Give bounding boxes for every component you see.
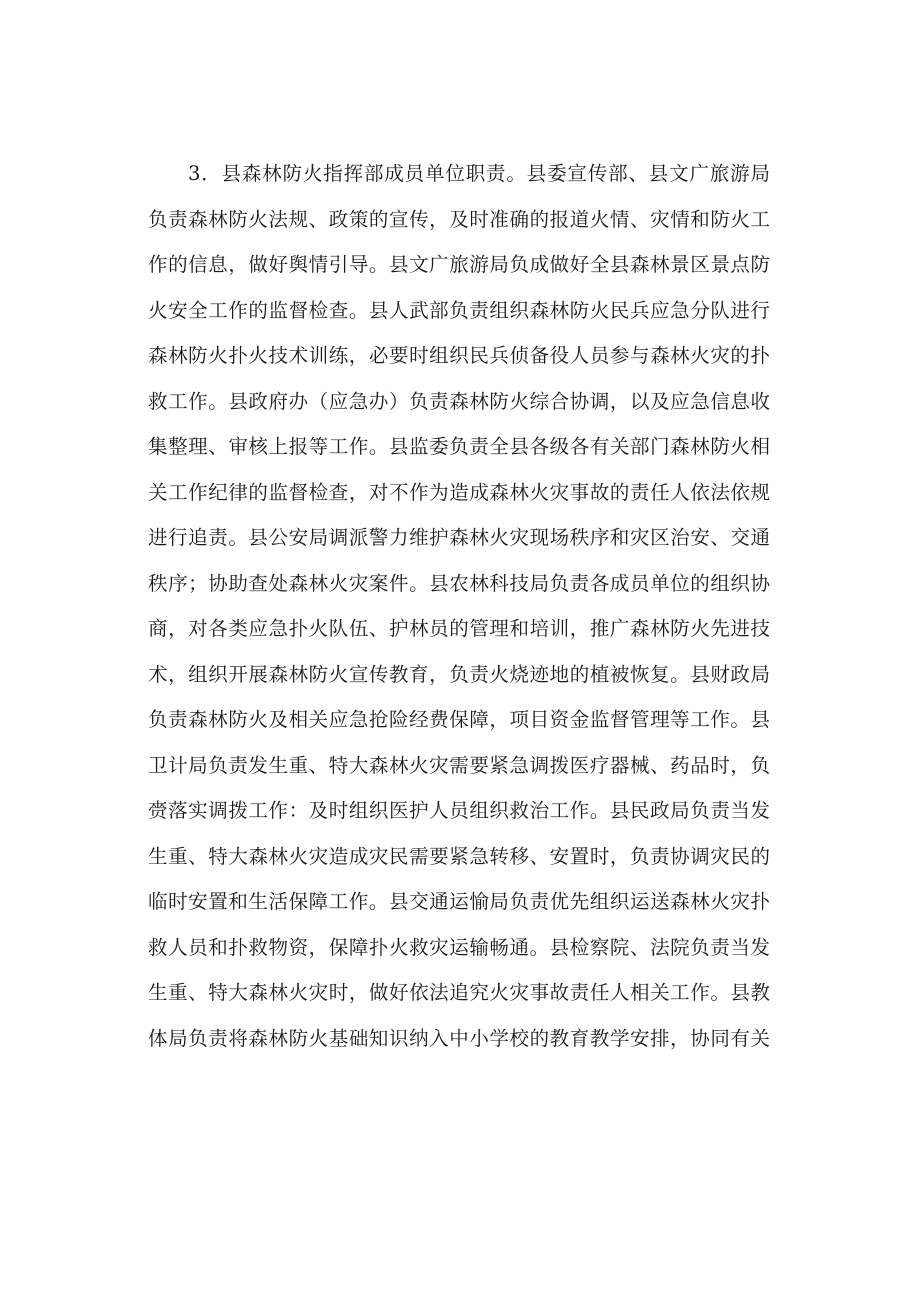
paragraph-line: 负责森林防火法规、政策的宣传，及时准确的报道火情、灾情和防火工 bbox=[148, 207, 770, 231]
paragraph-line: 负责森林防火及相关应急抢险经费保障，项目资金监督管理等工作。县 bbox=[148, 708, 770, 731]
paragraph-line: 进行追责。县公安局调派警力维护森林火灾现场秩序和灾区治安、交通 bbox=[148, 526, 770, 549]
paragraph-line: 森林防火扑火技术训练，必要时组织民兵侦备役人员参与森林火灾的扑 bbox=[148, 344, 770, 367]
paragraph-line: 作的信息，做好舆情引导。县文广旅游局负成做好全县森林景区景点防 bbox=[148, 253, 770, 276]
paragraph-line: 救工作。县政府办（应急办）负责森林防火综合协调，以及应急信息收 bbox=[148, 389, 770, 413]
paragraph-line: 3．县森林防火指挥部成员单位职责。县委宣传部、县文广旅游局 bbox=[188, 162, 770, 185]
body-paragraph bbox=[148, 151, 770, 1061]
paragraph-line: 秩序；协助查处森林火灾案件。县农林科技局负责各成员单位的组织协 bbox=[148, 571, 770, 595]
paragraph-line: 救人员和扑救物资，保障扑火救灾运输畅通。县检察院、法院负责当发 bbox=[148, 935, 770, 959]
paragraph-line: 商，对各类应急扑火队伍、护林员的管理和培训，推广森林防火先进技 bbox=[148, 617, 770, 640]
paragraph-line: 生重、特大森林火灾造成灾民需要紧急转移、安置时，负责协调灾民的 bbox=[148, 844, 770, 868]
paragraph-line: 火安全工作的监督检查。县人武部负责组织森林防火民兵应急分队进行 bbox=[148, 298, 770, 322]
paragraph-line: 体局负责将森林防火基础知识纳入中小学校的教育教学安排，协同有关 bbox=[148, 1026, 770, 1050]
paragraph-line: 赍落实调拨工作：及时组织医护人员组织救治工作。县民政局负责当发 bbox=[148, 799, 770, 822]
paragraph-line: 关工作纪律的监督检查，对不作为造成森林火灾事故的责任人依法依规 bbox=[148, 480, 770, 504]
paragraph-line: 临时安置和生活保障工作。县交通运愉局负责优先组织运送森林火灾扑 bbox=[148, 890, 770, 913]
paragraph-line: 卫计局负责发生重、特大森林火灾需要紧急调拨医疗器械、药品时，负 bbox=[148, 753, 770, 777]
paragraph-line: 集整理、审核上报等工作。县监委负责全县各级各有关部门森林防火相 bbox=[148, 435, 770, 458]
paragraph-line: 生重、特大森林火灾时，做好依法追究火灾事故责任人相关工作。县教 bbox=[148, 981, 770, 1004]
paragraph-line: 术，组织开展森林防火宣传教育，负责火烧迹地的植被恢复。县财政局 bbox=[148, 662, 770, 686]
